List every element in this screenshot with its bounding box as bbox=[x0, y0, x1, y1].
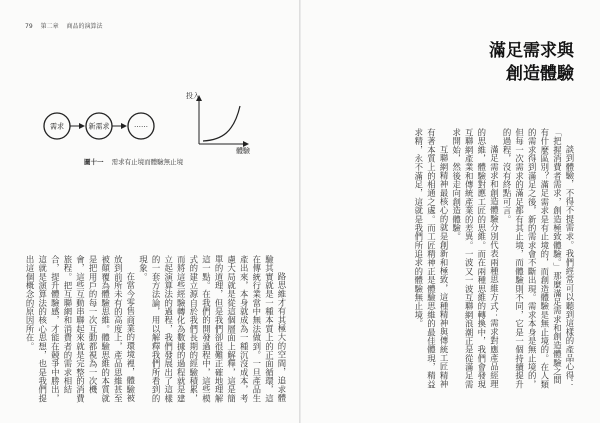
section-title-line-2: 創造體驗 bbox=[506, 64, 574, 84]
right-body-text bbox=[318, 128, 576, 390]
caption-text: 需求有止境而體驗無止境 bbox=[111, 158, 184, 166]
left-paragraph: 路思維才有其極大的空間，追求體驗其實就是一種本質上的正面循環，這在傳統行業當中無法做到。一旦產品生產出來，本身就成為一種沉沒成本，考慮大局就是從這個層面上解釋，這是簡單的道理，但是我們卻很難正確地理解這一點。在我們的開發過程中，這些模式的建立源自於我們長期的經驗積累，而將這些經驗轉化為數據的過程就是建立起演算法的過程，我們發展出了這樣的一套方法論，用以解釋我們所看到的現象。 bbox=[138, 255, 287, 403]
new-need-circle bbox=[86, 113, 112, 139]
section-title-line-1: 滿足需求與 bbox=[489, 41, 574, 61]
right-paragraph: 談到體驗，不得不提需求。我們經常可以聽到這樣的產品心得：「把握消費者需求，創造極致體驗。」那麼滿足需求和創造體驗之間有什麼區別？滿足需求是有止境的，而創造體驗是無止境的。在人類的需求得到滿足之後，新的需求會不斷出現。需求本身是無止境的，但每一次需求的滿足都有其止境，而體驗則不同，它是一個持續提升的過程，沒有終點可言。 bbox=[502, 128, 575, 389]
left-paragraph: 在當今零售商業的環境裡，體驗被放到前所未有的高度上，產品思維甚至被顛覆為體驗思維。體驗思維的本質就是把用戶的每一次互動都視為一次機會，這些互動串聯起來就是完整的消費旅程。把互聯網和消費者的需求相結合，提升體驗感，才能在競爭中勝出，這就是演算法的核心思想，也是我們提出這個概念的原因所在。 bbox=[25, 255, 136, 403]
figure-caption bbox=[84, 157, 183, 166]
ellipsis-circle-label: …… bbox=[134, 121, 148, 129]
y-axis-label: 投入 bbox=[186, 92, 200, 100]
need-circle bbox=[44, 113, 70, 139]
right-paragraph: 滿足需求和創造體驗分別代表兩種思維方式：需求對應產品經理的思維，體驗對應工匠的思維。而在兩種思維的轉換中，我們會發現互聯網產業和傳統產業的差異。一波又一波互聯網浪潮正是從滿足需求開始，然後走向創造體驗。 bbox=[451, 128, 500, 389]
need-circle-label: 需求 bbox=[50, 122, 64, 131]
chapter-label: 第二章 bbox=[40, 23, 59, 30]
section-title bbox=[489, 40, 574, 86]
caption-number: 圖十一 bbox=[84, 158, 104, 166]
experience-curve bbox=[203, 106, 240, 141]
left-body-text bbox=[25, 255, 288, 403]
ellipsis-circle bbox=[128, 113, 154, 139]
page-number: 79 bbox=[25, 23, 33, 30]
new-need-circle-label: 新需求 bbox=[88, 122, 110, 131]
x-axis-label: 體驗 bbox=[236, 147, 250, 155]
chapter-title: 商品的演算法 bbox=[66, 23, 103, 30]
right-paragraph: 互聯網精神最核心的就是創新和極致，這種精神與傳統工匠精神有著本質上的相通之處。而工匠精神正是體驗思維的最佳體現，精益求精，永不滿足，這就是我們所追求的體驗無止境。 bbox=[413, 128, 450, 389]
figure-diagram bbox=[0, 0, 300, 160]
